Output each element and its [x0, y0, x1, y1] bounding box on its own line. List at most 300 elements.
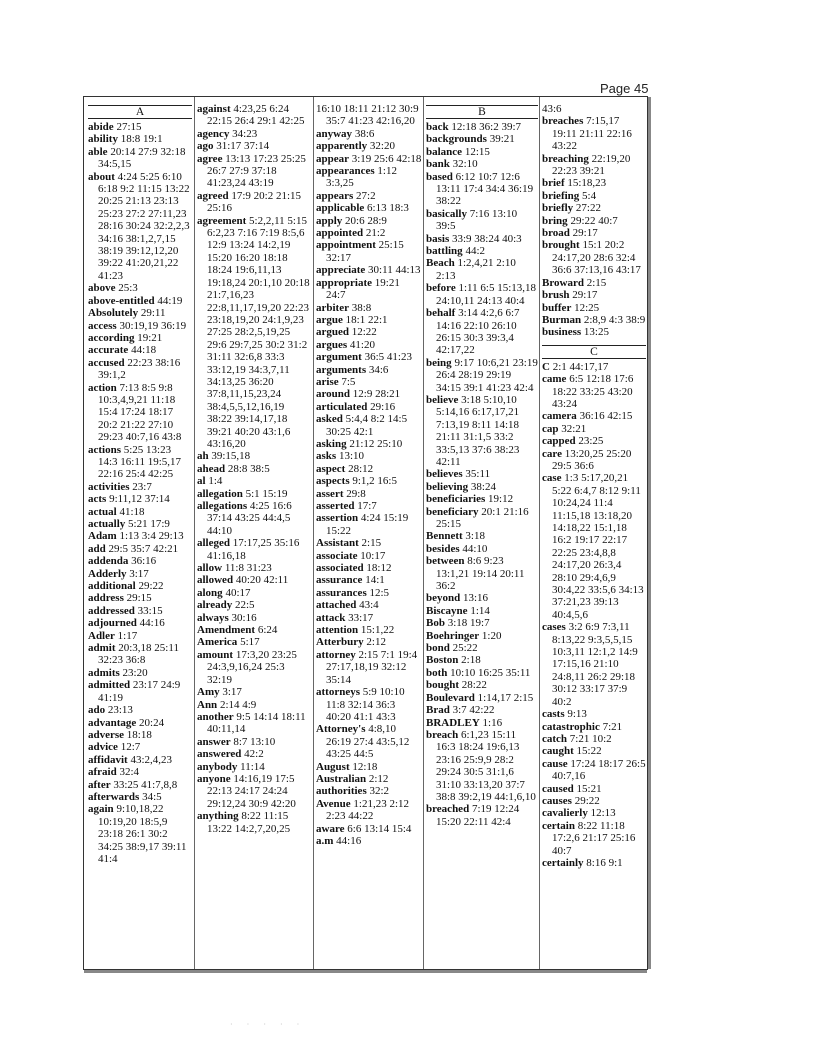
index-references: 17:9 20:2 21:15 25:16	[207, 189, 301, 215]
page-number: Page 45	[600, 81, 649, 96]
index-term: adjourned	[88, 617, 137, 630]
index-term: beyond	[426, 592, 461, 605]
index-references: 11:8 31:23	[224, 562, 272, 575]
index-entry	[316, 823, 422, 835]
index-references: 32:10	[452, 158, 478, 171]
index-entry	[88, 382, 192, 444]
index-entry	[542, 103, 646, 115]
index-entry	[542, 190, 646, 202]
index-column-5	[542, 103, 646, 869]
index-references: 12:7	[120, 741, 141, 754]
index-entry	[316, 574, 422, 586]
index-term: authorities	[316, 785, 367, 798]
index-entry	[426, 592, 538, 604]
index-references: 20:24	[139, 716, 165, 729]
index-entry	[542, 177, 646, 189]
column-divider	[539, 97, 540, 969]
index-references: 13:13 17:23 25:25 26:7 27:9 37:18 41:23,24 43:19	[207, 152, 306, 190]
index-term: cases	[542, 621, 566, 634]
index-references: 12:9 28:21	[352, 388, 401, 401]
index-term: attorney	[316, 648, 356, 661]
index-references: 42:2	[244, 748, 264, 761]
index-references: 6:12 10:7 12:6 13:11 17:4 34:4 36:19 38:22	[436, 170, 534, 208]
index-references: 33:15	[137, 604, 163, 617]
index-entry	[316, 351, 422, 363]
index-term: assert	[316, 487, 344, 500]
index-references: 23:17 24:9 41:19	[98, 679, 181, 704]
index-term: assertion	[316, 512, 359, 525]
index-term: appear	[316, 152, 349, 165]
index-entry	[88, 171, 192, 283]
index-term: certainly	[542, 856, 584, 869]
index-references: 1:4	[208, 475, 223, 488]
index-entry	[316, 277, 422, 302]
index-term: attack	[316, 611, 346, 624]
index-term: beneficiary	[426, 505, 479, 518]
index-references: 41:18	[119, 505, 145, 518]
index-entry	[197, 599, 312, 611]
index-term: affidavit	[88, 753, 128, 766]
index-term: bought	[426, 679, 460, 692]
index-references: 23:25	[578, 435, 604, 448]
index-entry	[316, 438, 422, 450]
index-references: 32:4	[119, 766, 140, 779]
index-term: apply	[316, 214, 343, 227]
index-term: breaching	[542, 152, 589, 165]
index-references: 2:8,9 4:3 38:9	[583, 313, 646, 326]
index-entry	[426, 605, 538, 617]
index-term: anything	[197, 810, 239, 823]
index-references: 4:24 15:19 15:22	[326, 512, 409, 537]
index-references: 15:1 20:2 24:17,20 28:6 32:4 36:6 37:13,16 43:17	[552, 239, 641, 277]
index-references: 9:17 10:6,21 23:19 26:4 28:19 29:19 34:15 39:1 41:23 42:4	[436, 356, 538, 394]
index-term: both	[426, 666, 448, 679]
index-entry	[88, 592, 192, 604]
index-column-4	[426, 103, 538, 828]
index-term: case	[542, 472, 562, 485]
index-references: 3:17	[129, 567, 149, 580]
index-entry	[316, 339, 422, 351]
index-entry	[316, 401, 422, 413]
index-entry	[316, 723, 422, 760]
index-term: argues	[316, 338, 348, 351]
index-references: 1:16	[482, 716, 503, 729]
index-entry	[426, 245, 538, 257]
index-references: 23:7	[132, 480, 152, 493]
index-term: before	[426, 282, 456, 295]
index-references: 20:1 21:16 25:15	[436, 505, 529, 530]
index-references: 36:16	[131, 555, 157, 568]
index-references: 27:22	[575, 202, 601, 215]
index-entry	[542, 621, 646, 708]
index-entry	[542, 820, 646, 857]
index-entry	[316, 264, 422, 276]
index-entry	[316, 537, 422, 549]
index-entry	[542, 361, 646, 373]
index-references: 1:14	[470, 604, 490, 617]
index-references: 20:14 27:9 32:18 34:5,15	[98, 145, 186, 171]
index-references: 12:22	[351, 326, 377, 339]
index-entry	[426, 506, 538, 531]
letter-header: C	[542, 345, 646, 359]
index-term: Amendment	[197, 624, 256, 637]
index-references: 12:13	[590, 807, 616, 820]
index-references: 7:19 12:24 15:20 22:11 42:4	[436, 803, 520, 828]
index-entry	[197, 537, 312, 562]
index-references: 3:18 19:7	[447, 617, 490, 630]
index-references: 22:23 38:16 39:1,2	[98, 356, 181, 382]
index-references: 15:21	[576, 782, 602, 795]
index-entry	[426, 654, 538, 666]
spacer	[542, 339, 646, 343]
index-entry	[542, 314, 646, 326]
index-references: 29:16	[370, 400, 396, 413]
index-references: 25:3	[118, 282, 138, 295]
index-references: 1:13 3:4 29:13	[119, 530, 184, 543]
index-references: 12:18	[352, 760, 378, 773]
index-entry	[426, 468, 538, 480]
index-term: Broward	[542, 276, 584, 289]
index-entry	[197, 612, 312, 624]
column-divider	[194, 97, 195, 969]
index-entry	[316, 103, 422, 128]
index-references: 9:5 14:14 18:11 40:11,14	[207, 710, 306, 736]
index-entry	[316, 239, 422, 264]
index-references: 5:4,4 8:2 14:5 30:25 42:1	[326, 413, 408, 438]
index-term: actually	[88, 518, 126, 530]
index-term: acts	[88, 493, 107, 506]
index-entry	[426, 233, 538, 245]
index-entry	[316, 314, 422, 326]
index-term: believes	[426, 468, 463, 481]
index-term: Atterbury	[316, 636, 364, 649]
index-entry	[542, 289, 646, 301]
index-entry	[542, 423, 646, 435]
index-entry	[88, 605, 192, 617]
index-references: 8:16 9:1	[586, 856, 623, 869]
index-term: America	[197, 636, 238, 649]
index-entry	[316, 512, 422, 537]
index-term: appointment	[316, 239, 376, 252]
index-term: argue	[316, 313, 343, 326]
index-term: advice	[88, 741, 118, 754]
index-entry	[426, 394, 538, 468]
index-term: able	[88, 145, 108, 158]
index-term: bond	[426, 642, 450, 655]
index-entry	[88, 493, 192, 505]
index-entry	[426, 307, 538, 357]
index-term: ah	[197, 450, 209, 463]
index-entry	[316, 475, 422, 487]
index-term: Adam	[88, 530, 117, 543]
index-term: argued	[316, 326, 349, 339]
index-term: Bennett	[426, 530, 463, 543]
index-entry	[426, 493, 538, 505]
index-references: 20:3,18 25:11 32:23 36:8	[98, 642, 179, 667]
index-references: 2:15	[586, 276, 607, 289]
index-entry	[316, 550, 422, 562]
index-entry	[316, 562, 422, 574]
index-entry	[542, 115, 646, 152]
index-entry	[316, 761, 422, 773]
index-references: 39:21	[489, 133, 515, 146]
index-entry	[316, 450, 422, 462]
index-term: assurances	[316, 586, 367, 599]
index-term: admits	[88, 666, 120, 679]
index-entry	[88, 530, 192, 542]
index-term: admitted	[88, 679, 131, 692]
index-references: 35:11	[465, 468, 491, 481]
index-entry	[197, 649, 312, 686]
index-term: ability	[88, 133, 118, 146]
index-references: 38:6	[354, 127, 375, 140]
index-term: applicable	[316, 202, 365, 215]
index-references: 33:9 38:24 40:3	[452, 232, 522, 245]
index-references: 31:17 37:14	[216, 140, 270, 153]
index-references: 29:17	[572, 227, 598, 240]
index-references: 9:11,12 37:14	[109, 493, 170, 506]
index-term: breached	[426, 803, 470, 816]
index-entry	[88, 121, 192, 133]
index-term: anyway	[316, 127, 353, 140]
index-references: 15:1,22	[360, 624, 395, 637]
index-entry	[197, 636, 312, 648]
index-term: anybody	[197, 760, 238, 773]
index-term: appropriate	[316, 276, 373, 289]
index-references: 44:16	[336, 834, 362, 847]
index-references: 13:16	[463, 592, 489, 605]
index-references: 29:8	[346, 487, 366, 500]
index-references: 25:15 32:17	[326, 239, 404, 264]
index-term: answered	[197, 748, 242, 761]
index-references: 3:17	[222, 686, 242, 699]
index-entry	[316, 835, 422, 847]
index-term: after	[88, 778, 111, 791]
index-term: afraid	[88, 766, 117, 779]
index-term: addenda	[88, 555, 129, 568]
index-entry	[88, 754, 192, 766]
index-entry	[197, 686, 312, 698]
index-entry	[542, 448, 646, 473]
index-entry	[88, 555, 192, 567]
index-term: brush	[542, 289, 570, 302]
index-entry	[88, 729, 192, 741]
index-term: Beach	[426, 257, 455, 270]
index-term: Bob	[426, 617, 445, 630]
index-entry	[88, 791, 192, 803]
index-references: 36:5 41:23	[364, 351, 412, 364]
index-term: came	[542, 373, 567, 386]
index-entry	[88, 133, 192, 145]
index-entry	[542, 153, 646, 178]
index-references: 29:17	[572, 289, 598, 302]
index-references: 7:21 10:2	[569, 732, 612, 745]
index-references: 3:14 4:2,6 6:7 14:16 22:10 26:10 26:15 30:3 39:3,4 42:17,22	[436, 307, 520, 357]
index-references: 5:4	[582, 189, 597, 202]
index-entry	[88, 717, 192, 729]
index-term: business	[542, 326, 582, 339]
index-term: certain	[542, 819, 575, 832]
index-entry	[542, 215, 646, 227]
index-term: ago	[197, 140, 214, 153]
index-references: 6:6 13:14 15:4	[347, 822, 412, 835]
index-entry	[197, 624, 312, 636]
index-entry	[316, 140, 422, 152]
index-references: 5:9 10:10 11:8 32:14 36:3 40:20 41:1 43:3	[326, 686, 405, 723]
index-references: 15:18,23	[567, 177, 607, 190]
index-references: 29:22 40:7	[570, 214, 618, 227]
index-entry	[426, 543, 538, 555]
index-references: 18:12	[366, 562, 392, 575]
index-entry	[542, 326, 646, 338]
index-entry	[426, 667, 538, 679]
index-term: appreciate	[316, 264, 366, 277]
index-term: basis	[426, 232, 450, 245]
index-references: 29:11	[140, 307, 166, 320]
index-references: 1:21,23 2:12 2:23 44:22	[326, 797, 410, 823]
index-term: allowed	[197, 574, 234, 587]
index-entry	[426, 171, 538, 208]
index-entry	[542, 277, 646, 289]
index-column-3	[316, 103, 422, 847]
index-entry	[316, 376, 422, 388]
index-references: 8:22 11:15 13:22 14:2,7,20,25	[207, 810, 291, 835]
index-term: agreement	[197, 214, 247, 227]
index-references: 2:14 4:9	[219, 698, 257, 711]
index-term: brief	[542, 177, 565, 190]
index-entry	[197, 215, 312, 451]
index-references: 30:19,19 36:19	[119, 319, 187, 332]
index-term: camera	[542, 410, 577, 423]
index-term: based	[426, 170, 453, 183]
index-entry	[542, 795, 646, 807]
index-entry	[426, 617, 538, 629]
index-references: 1:20	[481, 629, 502, 642]
index-entry	[316, 413, 422, 438]
index-references: 19:21	[137, 331, 163, 344]
index-entry	[197, 500, 312, 537]
index-term: capped	[542, 435, 576, 448]
index-term: actual	[88, 505, 117, 518]
index-term: accurate	[88, 344, 129, 357]
index-entry	[88, 704, 192, 716]
index-references: 5:2,2,11 5:15 6:2,23 7:16 7:19 8:5,6 12:9 13:24 14:2,19 15:20 16:20 18:18 18:24 19:6,11,13 19:18,24 20:1,10 20:18 21:7,16,23 22:8,11,17,19,20 22:23 23:18,19,20 24:1,9,23 27:25 28:2,5,19,25 29:6 29:7,25 30:2 31:2 31:11 32:6,8 33:3 33:12,19 34:3,7,11 34:13,25 36:20 37:8,11,15,23,24 38:4,5,5,12,16,19 38:22 39:14,17,18 39:21 40:20 43:1,6 43:16,20	[207, 214, 310, 450]
index-term: agreed	[197, 189, 229, 202]
index-entry	[88, 617, 192, 629]
index-references: 40:20 42:11	[235, 574, 289, 587]
index-entry	[197, 699, 312, 711]
index-entry	[316, 488, 422, 500]
index-term: advantage	[88, 716, 137, 729]
index-references: 38:8	[351, 301, 372, 314]
index-entry	[426, 357, 538, 394]
index-term: aspect	[316, 462, 346, 475]
index-entry	[88, 766, 192, 778]
index-term: al	[197, 475, 206, 488]
index-term: believing	[426, 480, 469, 493]
index-term: above-entitled	[88, 294, 155, 307]
index-term: caused	[542, 782, 574, 795]
index-references: 7:16 13:10 39:5	[436, 207, 518, 233]
index-entry	[316, 624, 422, 636]
index-term: Amy	[197, 686, 220, 699]
index-references: 3:19 25:6 42:18	[351, 152, 422, 165]
index-entry	[426, 692, 538, 704]
index-references: 22:19,20 22:23 39:21	[552, 152, 631, 178]
index-term: asked	[316, 413, 343, 426]
index-entry	[316, 302, 422, 314]
index-term: Avenue	[316, 797, 351, 810]
index-entry	[197, 128, 312, 140]
index-term: adverse	[88, 728, 125, 741]
index-term: brought	[542, 239, 580, 252]
index-term: always	[197, 611, 229, 624]
index-term: assurance	[316, 574, 363, 587]
index-references: 21:2	[365, 227, 386, 240]
index-entry	[88, 146, 192, 171]
index-term: cause	[542, 757, 568, 770]
index-term: above	[88, 282, 116, 295]
index-term: caught	[542, 745, 574, 758]
index-term: arbiter	[316, 301, 349, 314]
index-entry	[542, 708, 646, 720]
index-references: 4:23,25 6:24 22:15 26:4 29:1 42:25	[207, 103, 305, 128]
index-entry	[426, 133, 538, 145]
index-term: Brad	[426, 704, 450, 717]
index-term: being	[426, 356, 452, 369]
index-references: 11:14	[240, 760, 265, 773]
index-entry	[88, 444, 192, 481]
letter-header: A	[88, 105, 192, 119]
index-references: 19:12	[488, 493, 514, 506]
index-column-1	[88, 103, 192, 865]
index-entry	[316, 599, 422, 611]
index-term: care	[542, 447, 562, 460]
index-entry	[197, 587, 312, 599]
index-entry	[197, 103, 312, 128]
index-references: 36:16 42:15	[579, 410, 633, 423]
index-entry	[316, 686, 422, 723]
index-entry	[88, 332, 192, 344]
index-entry	[426, 158, 538, 170]
index-references: 29:22	[138, 580, 164, 593]
index-term: actions	[88, 443, 121, 456]
index-references: 28:12	[348, 462, 374, 475]
column-divider	[423, 97, 424, 969]
index-entry	[88, 518, 192, 530]
index-references: 43:2,4,23	[130, 753, 173, 766]
index-references: 3:18	[465, 530, 485, 543]
index-references: 2:15	[361, 537, 382, 550]
index-entry	[542, 807, 646, 819]
index-entry	[88, 642, 192, 667]
index-entry	[542, 721, 646, 733]
index-entry	[88, 803, 192, 865]
index-entry	[542, 239, 646, 276]
index-references: 12:15	[464, 145, 490, 158]
index-references: 2:15 7:1 19:4 27:17,18,19 32:12 35:14	[326, 648, 418, 686]
index-references: 13:20,25 25:20 29:5 36:6	[552, 447, 632, 472]
index-references: 12:25	[574, 301, 600, 314]
index-entry	[542, 227, 646, 239]
index-term: afterwards	[88, 790, 140, 803]
index-references: 10:17	[360, 549, 386, 562]
index-term: alleged	[197, 537, 230, 550]
index-references: 29:5 35:7 42:21	[108, 542, 179, 555]
index-entry	[197, 761, 312, 773]
index-term: Burman	[542, 313, 582, 326]
index-term: admit	[88, 642, 116, 655]
